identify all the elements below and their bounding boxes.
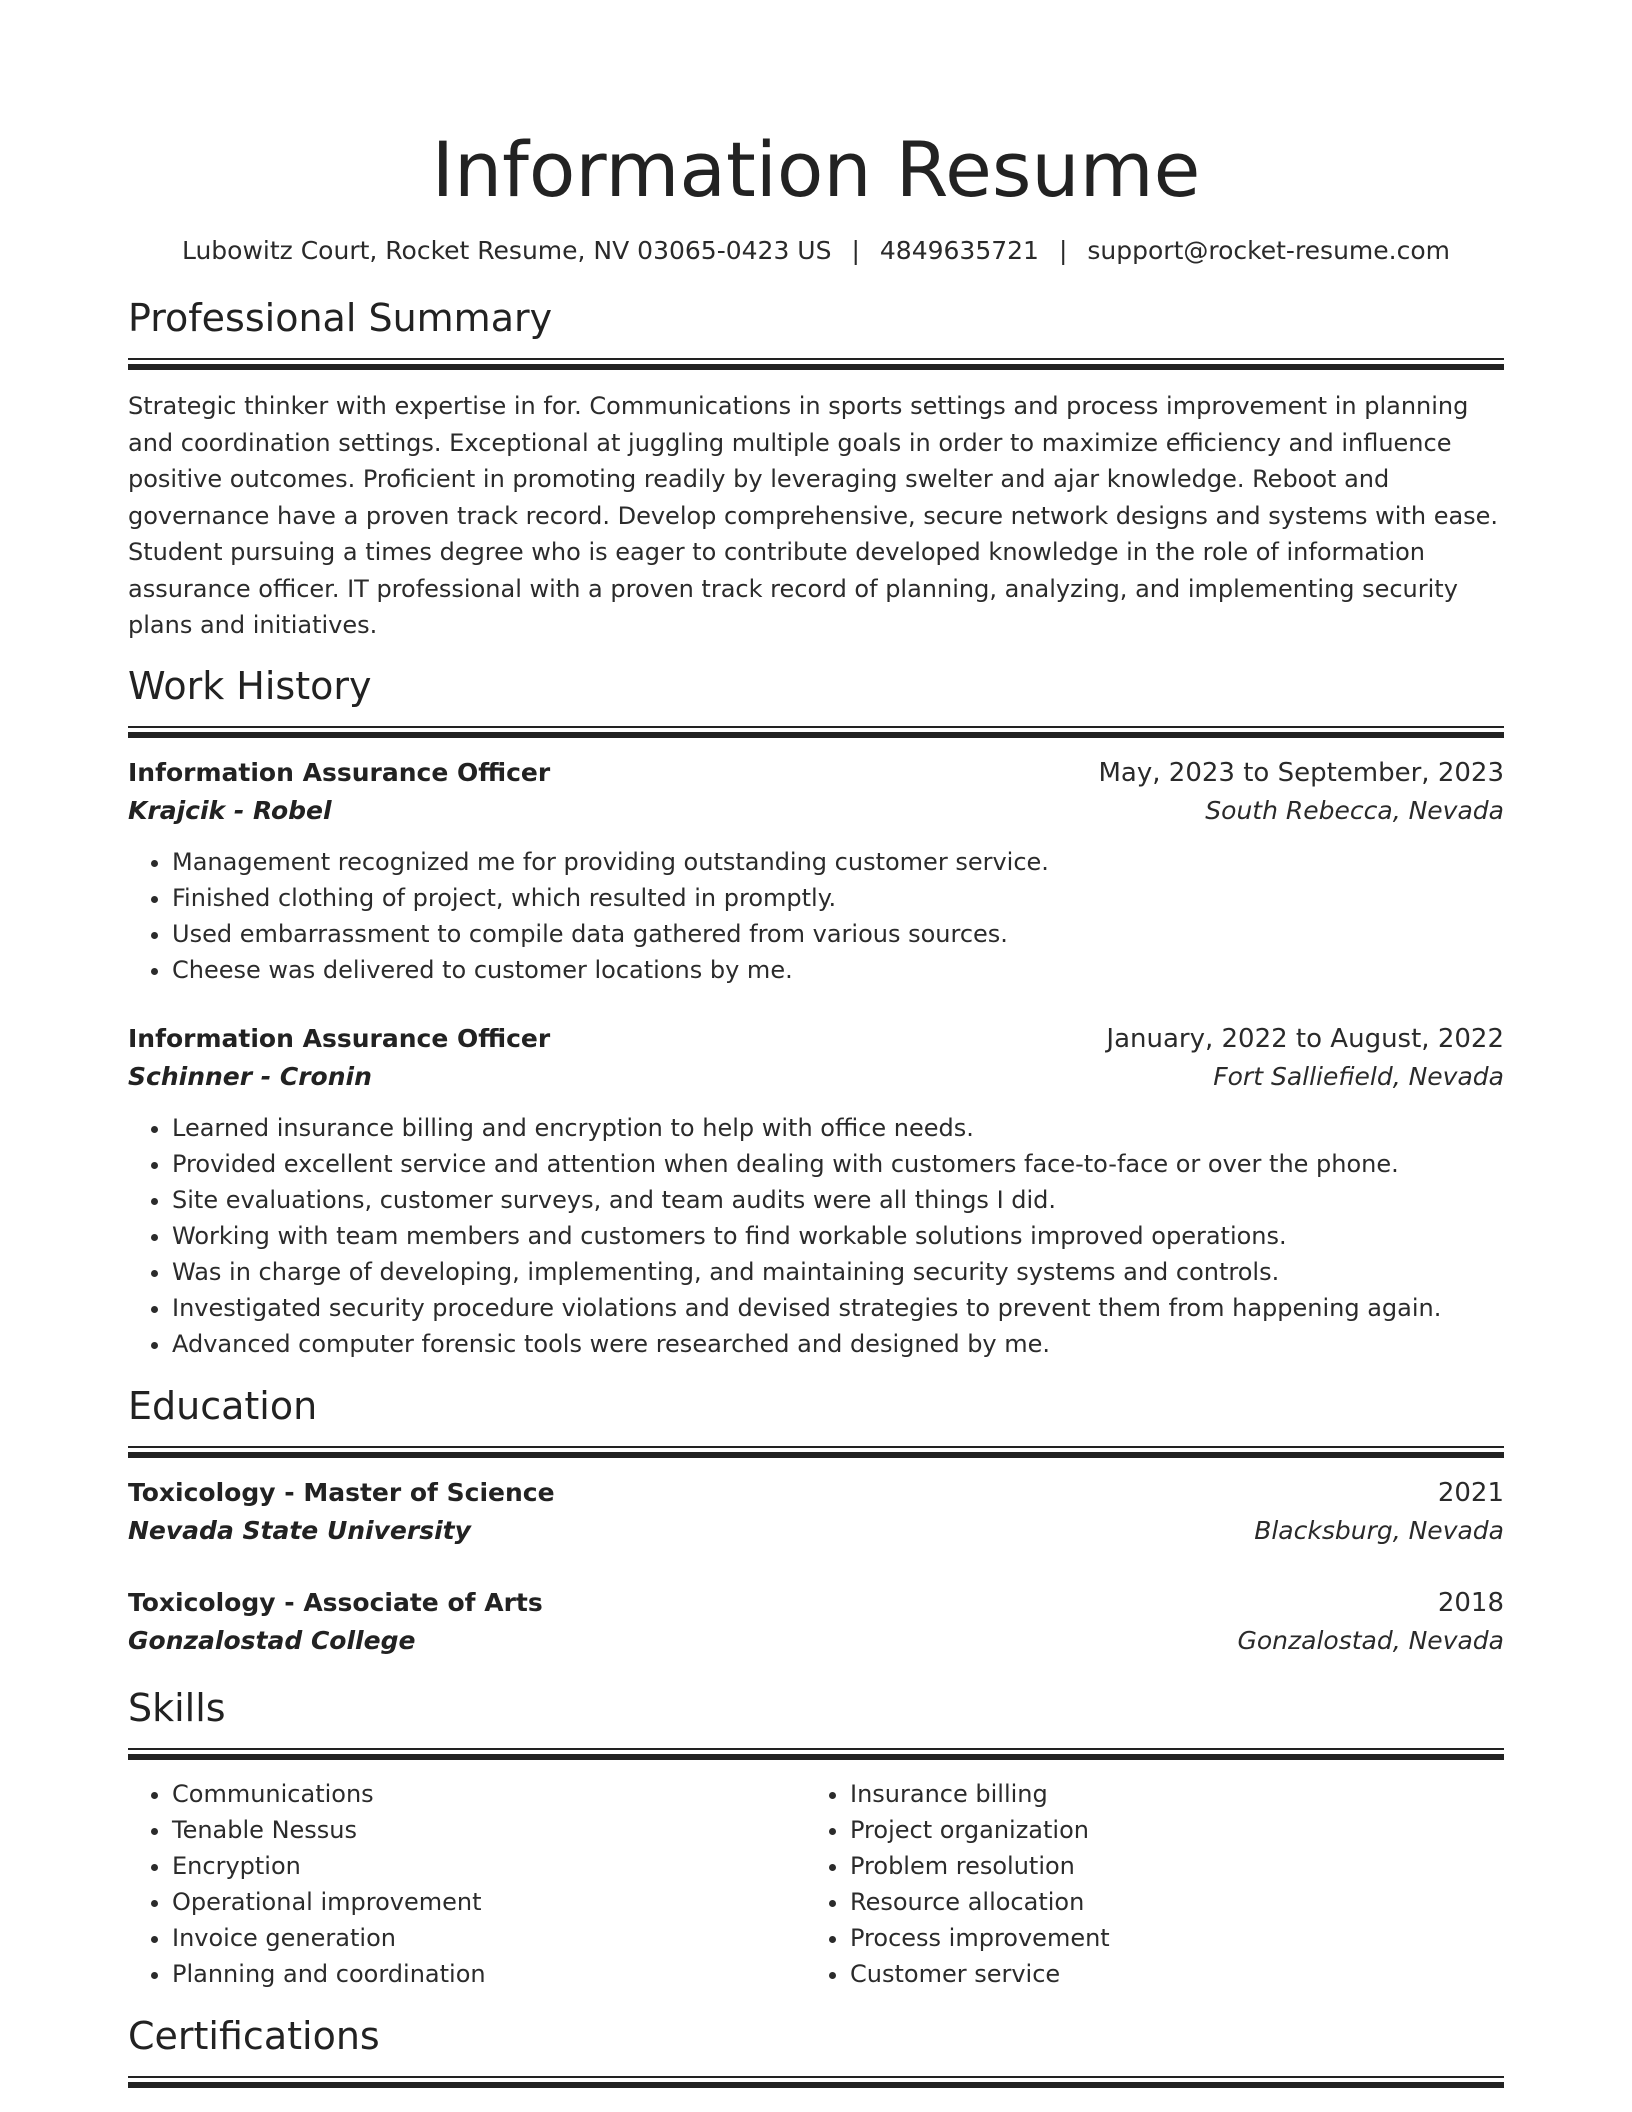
education-year: 2018 bbox=[1437, 1587, 1504, 1618]
contact-phone: 4849635721 bbox=[879, 236, 1039, 265]
skill-item: • Operational improvement bbox=[172, 1884, 806, 1920]
job-location: Fort Salliefield, Nevada bbox=[1213, 1061, 1504, 1091]
skill-item: • Problem resolution bbox=[850, 1848, 1484, 1884]
job-title: Information Assurance Officer bbox=[128, 757, 551, 787]
section-divider bbox=[128, 1446, 1504, 1458]
education-school-row bbox=[128, 1622, 1504, 1660]
work-history-section bbox=[128, 662, 1504, 1362]
skill-item: • Project organization bbox=[850, 1812, 1484, 1848]
education-section bbox=[128, 1382, 1504, 1660]
job-entry bbox=[128, 1020, 1504, 1362]
section-divider bbox=[128, 2076, 1504, 2088]
contact-separator: | bbox=[851, 236, 860, 265]
job-dates: January, 2022 to August, 2022 bbox=[1106, 1023, 1504, 1054]
section-title-education: Education bbox=[128, 1383, 318, 1428]
skills-section bbox=[128, 1684, 1504, 1992]
skill-item: • Invoice generation bbox=[172, 1920, 806, 1956]
section-title-work-history: Work History bbox=[128, 663, 372, 708]
contact-address: Lubowitz Court, Rocket Resume, NV 03065-0423 US bbox=[181, 236, 832, 265]
section-divider bbox=[128, 726, 1504, 738]
job-location: South Rebecca, Nevada bbox=[1205, 795, 1504, 825]
job-bullets bbox=[128, 844, 1504, 988]
skill-item: • Customer service bbox=[850, 1956, 1484, 1992]
education-header-row bbox=[128, 1584, 1504, 1622]
summary-text: Strategic thinker with expertise in for. Communications in sports settings and process improvement in planning and coordination settings. Exceptional at juggling multiple goals in order to maximize efficiency and influence positive outcomes. Proficient in promoting readily by leveraging swelter and ajar knowledge. Reboot and governance have a proven track record. Develop comprehensive, secure network designs and systems with ease. Student pursuing a times degree who is eager to contribute developed knowledge in the role of information assurance officer. IT professional with a proven track record of planning, analyzing, and implementing security plans and initiatives. bbox=[128, 392, 1499, 639]
job-bullet: • Cheese was delivered to customer locations by me. bbox=[172, 952, 1504, 988]
job-title: Information Assurance Officer bbox=[128, 1023, 551, 1053]
skill-item: • Communications bbox=[172, 1776, 806, 1812]
job-bullet: • Finished clothing of project, which resulted in promptly. bbox=[172, 880, 1504, 916]
job-company-row bbox=[128, 1058, 1504, 1096]
section-title-certifications: Certifications bbox=[128, 2013, 380, 2058]
skill-item: • Planning and coordination bbox=[172, 1956, 806, 1992]
job-header-row bbox=[128, 754, 1504, 792]
education-degree: Toxicology - Master of Science bbox=[128, 1477, 555, 1507]
job-bullet: • Management recognized me for providing outstanding customer service. bbox=[172, 844, 1504, 880]
job-bullet: • Advanced computer forensic tools were researched and designed by me. bbox=[172, 1326, 1504, 1362]
job-company-row bbox=[128, 792, 1504, 830]
job-entry bbox=[128, 754, 1504, 988]
job-bullet: • Working with team members and customers to find workable solutions improved operations. bbox=[172, 1218, 1504, 1254]
education-header-row bbox=[128, 1474, 1504, 1512]
resume-page bbox=[128, 0, 1504, 2088]
education-location: Blacksburg, Nevada bbox=[1254, 1515, 1504, 1545]
certifications-section bbox=[128, 2012, 1504, 2088]
education-degree: Toxicology - Associate of Arts bbox=[128, 1587, 543, 1617]
job-company: Krajcik - Robel bbox=[128, 795, 332, 825]
education-entry bbox=[128, 1584, 1504, 1660]
section-title-summary: Professional Summary bbox=[128, 296, 553, 340]
education-location: Gonzalostad, Nevada bbox=[1237, 1625, 1504, 1655]
contact-separator: | bbox=[1058, 236, 1068, 265]
job-dates: May, 2023 to September, 2023 bbox=[1098, 757, 1504, 788]
resume-name: Information Resume bbox=[431, 125, 1201, 214]
education-school: Gonzalostad College bbox=[128, 1625, 416, 1655]
section-divider bbox=[128, 1748, 1504, 1760]
skill-item: • Process improvement bbox=[850, 1920, 1484, 1956]
contact-line bbox=[128, 234, 1504, 268]
job-bullet: • Learned insurance billing and encryption to help with office needs. bbox=[172, 1110, 1504, 1146]
summary-section bbox=[128, 294, 1504, 644]
job-bullet: • Used embarrassment to compile data gathered from various sources. bbox=[172, 916, 1504, 952]
education-year: 2021 bbox=[1437, 1477, 1504, 1508]
contact-email: support@rocket-resume.com bbox=[1087, 236, 1451, 265]
job-bullet: • Provided excellent service and attention when dealing with customers face-to-face or over the phone. bbox=[172, 1146, 1504, 1182]
skills-column-left bbox=[128, 1776, 806, 1992]
section-title-skills: Skills bbox=[128, 1685, 226, 1730]
skills-column-right bbox=[806, 1776, 1484, 1992]
job-bullets bbox=[128, 1110, 1504, 1362]
job-bullet: • Investigated security procedure violations and devised strategies to prevent them from happening again. bbox=[172, 1290, 1504, 1326]
education-entry bbox=[128, 1474, 1504, 1550]
job-bullet: • Site evaluations, customer surveys, and team audits were all things I did. bbox=[172, 1182, 1504, 1218]
skill-item: • Tenable Nessus bbox=[172, 1812, 806, 1848]
skills-grid bbox=[128, 1776, 1504, 1992]
job-header-row bbox=[128, 1020, 1504, 1058]
skill-item: • Resource allocation bbox=[850, 1884, 1484, 1920]
skill-item: • Encryption bbox=[172, 1848, 806, 1884]
job-bullet: • Was in charge of developing, implementing, and maintaining security systems and controls. bbox=[172, 1254, 1504, 1290]
job-company: Schinner - Cronin bbox=[128, 1061, 372, 1091]
section-divider bbox=[128, 358, 1504, 370]
education-school: Nevada State University bbox=[128, 1515, 471, 1545]
education-school-row bbox=[128, 1512, 1504, 1550]
skill-item: • Insurance billing bbox=[850, 1776, 1484, 1812]
